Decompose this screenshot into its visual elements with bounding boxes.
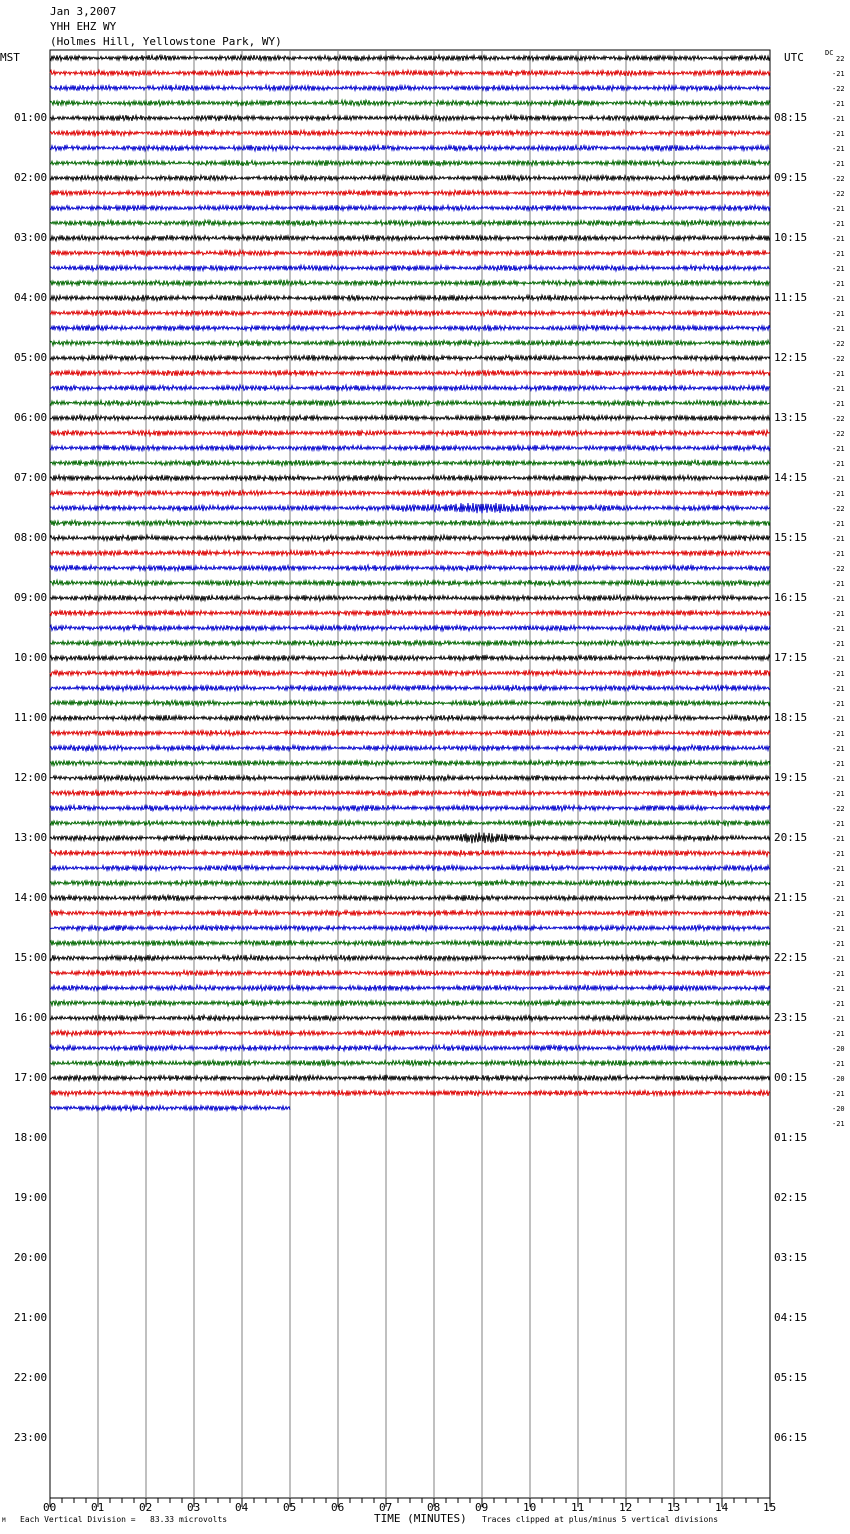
trace-53: [50, 850, 770, 856]
left-hour-label: 22:00: [14, 1371, 48, 1384]
trace-29: [50, 490, 770, 496]
dc-offset-label: -21: [832, 775, 845, 783]
trace-44: [50, 715, 770, 721]
trace-33: [50, 550, 770, 556]
dc-offset-label: -21: [832, 520, 845, 528]
trace-13: [50, 250, 770, 256]
trace-22: [50, 385, 770, 391]
trace-8: [50, 175, 770, 181]
dc-offset-label: -21: [832, 610, 845, 618]
trace-0: [50, 55, 770, 61]
dc-offset-label: -21: [832, 595, 845, 603]
clip-note: Traces clipped at plus/minus 5 vertical divisions: [482, 1515, 719, 1524]
trace-18: [50, 325, 770, 331]
trace-49: [50, 790, 770, 796]
trace-39: [50, 640, 770, 646]
trace-6: [50, 145, 770, 151]
right-hour-label: 14:15: [774, 471, 808, 484]
left-hour-label: 01:00: [14, 111, 48, 124]
dc-offset-label: 22: [836, 55, 845, 63]
left-axis-title: MST: [0, 51, 20, 64]
trace-46: [50, 745, 770, 751]
trace-21: [50, 370, 770, 376]
trace-37: [50, 610, 770, 616]
x-axis-label: TIME (MINUTES): [374, 1512, 467, 1525]
x-tick-label: 00: [43, 1501, 57, 1514]
x-tick-label: 08: [427, 1501, 441, 1514]
dc-offset-label: -21: [832, 955, 845, 963]
trace-10: [50, 205, 770, 211]
dc-offset-label: -21: [832, 1000, 845, 1008]
dc-offset-label: -21: [832, 295, 845, 303]
corner-mark: M: [2, 1517, 6, 1524]
trace-59: [50, 940, 770, 946]
trace-62: [50, 985, 770, 991]
left-hour-label: 16:00: [14, 1011, 48, 1024]
dc-offset-label: -22: [832, 340, 845, 348]
dc-offset-label: -21: [832, 700, 845, 708]
trace-2: [50, 85, 770, 91]
right-hour-label: 06:15: [774, 1431, 808, 1444]
dc-offset-label: -21: [832, 790, 845, 798]
right-hour-label: 18:15: [774, 711, 808, 724]
dc-offset-label: -21: [832, 205, 845, 213]
dc-offset-label: -22: [832, 505, 845, 513]
dc-offset-label: -21: [832, 535, 845, 543]
right-hour-label: 08:15: [774, 111, 808, 124]
trace-14: [50, 265, 770, 271]
left-hour-label: 10:00: [14, 651, 48, 664]
trace-58: [50, 925, 770, 931]
trace-38: [50, 625, 770, 631]
x-tick-label: 03: [187, 1501, 201, 1514]
dc-offset-label: -22: [832, 805, 845, 813]
trace-68: [50, 1075, 770, 1081]
left-hour-label: 07:00: [14, 471, 48, 484]
x-tick-label: 13: [667, 1501, 681, 1514]
trace-11: [50, 220, 770, 226]
dc-offset-label: -21: [832, 985, 845, 993]
dc-offset-label: -21: [832, 760, 845, 768]
dc-offset-label: -21: [832, 400, 845, 408]
left-hour-label: 11:00: [14, 711, 48, 724]
left-hour-label: 08:00: [14, 531, 48, 544]
left-hour-label: 02:00: [14, 171, 48, 184]
dc-offset-label: -21: [832, 880, 845, 888]
dc-offset-label: -21: [832, 895, 845, 903]
dc-offset-label: -21: [832, 280, 845, 288]
trace-17: [50, 310, 770, 316]
trace-23: [50, 400, 770, 406]
trace-61: [50, 970, 770, 976]
dc-offset-label: -21: [832, 925, 845, 933]
trace-26: [50, 445, 770, 451]
right-hour-label: 03:15: [774, 1251, 808, 1264]
trace-42: [50, 685, 770, 691]
trace-19: [50, 340, 770, 346]
right-hour-label: 19:15: [774, 771, 808, 784]
right-hour-label: 12:15: [774, 351, 808, 364]
right-hour-label: 20:15: [774, 831, 808, 844]
trace-51: [50, 820, 770, 826]
left-hour-label: 20:00: [14, 1251, 48, 1264]
dc-offset-label: -21: [832, 550, 845, 558]
right-axis-title: UTC: [784, 51, 804, 64]
dc-offset-label: -21: [832, 385, 845, 393]
right-hour-label: 11:15: [774, 291, 808, 304]
trace-31: [50, 520, 770, 526]
dc-offset-label: -21: [832, 820, 845, 828]
dc-offset-label: -21: [832, 265, 845, 273]
right-hour-label: 21:15: [774, 891, 808, 904]
dc-offset-label: -20: [832, 1045, 845, 1053]
trace-47: [50, 760, 770, 766]
trace-60: [50, 955, 770, 961]
dc-offset-label: -21: [832, 910, 845, 918]
right-hour-label: 22:15: [774, 951, 808, 964]
dc-offset-label: -21: [832, 235, 845, 243]
x-tick-label: 12: [619, 1501, 633, 1514]
left-hour-label: 14:00: [14, 891, 48, 904]
trace-27: [50, 460, 770, 466]
left-hour-label: 06:00: [14, 411, 48, 424]
dc-offset-label: -21: [832, 460, 845, 468]
trace-67: [50, 1060, 770, 1066]
right-hour-label: 04:15: [774, 1311, 808, 1324]
right-hour-label: 16:15: [774, 591, 808, 604]
trace-32: [50, 535, 770, 541]
trace-52: [50, 832, 770, 843]
right-hour-label: 01:15: [774, 1131, 808, 1144]
dc-offset-label: -21: [832, 1015, 845, 1023]
dc-offset-label: -21: [832, 715, 845, 723]
dc-offset-label: -21: [832, 220, 845, 228]
dc-title: DC: [825, 49, 834, 57]
trace-70: [50, 1105, 290, 1111]
trace-63: [50, 1000, 770, 1006]
dc-offset-label: -21: [832, 160, 845, 168]
left-hour-label: 05:00: [14, 351, 48, 364]
left-hour-label: 15:00: [14, 951, 48, 964]
x-tick-label: 02: [139, 1501, 153, 1514]
trace-28: [50, 475, 770, 481]
right-hour-label: 10:15: [774, 231, 808, 244]
trace-66: [50, 1045, 770, 1051]
left-hour-label: 03:00: [14, 231, 48, 244]
trace-1: [50, 70, 770, 76]
trace-24: [50, 415, 770, 421]
dc-offset-label: -22: [832, 415, 845, 423]
left-hour-label: 19:00: [14, 1191, 48, 1204]
trace-69: [50, 1090, 770, 1096]
dc-offset-label: -22: [832, 565, 845, 573]
left-hour-label: 23:00: [14, 1431, 48, 1444]
x-tick-label: 15: [763, 1501, 777, 1514]
dc-offset-label: -21: [832, 490, 845, 498]
trace-64: [50, 1015, 770, 1021]
trace-43: [50, 700, 770, 706]
x-tick-label: 06: [331, 1501, 345, 1514]
trace-57: [50, 910, 770, 916]
dc-offset-label: -21: [832, 970, 845, 978]
dc-offset-label: -21: [832, 940, 845, 948]
trace-54: [50, 865, 770, 871]
dc-offset-label: -21: [832, 580, 845, 588]
trace-41: [50, 670, 770, 676]
right-hour-label: 17:15: [774, 651, 808, 664]
dc-offset-label: -21: [832, 250, 845, 258]
trace-45: [50, 730, 770, 736]
dc-offset-label: -22: [832, 85, 845, 93]
station-label: YHH EHZ WY: [50, 20, 117, 33]
left-hour-label: 09:00: [14, 591, 48, 604]
dc-offset-label: -21: [832, 115, 845, 123]
dc-offset-label: -20: [832, 1105, 845, 1113]
dc-offset-label: -21: [832, 100, 845, 108]
trace-36: [50, 595, 770, 601]
trace-3: [50, 100, 770, 106]
dc-offset-label: -21: [832, 310, 845, 318]
left-hour-label: 13:00: [14, 831, 48, 844]
right-hour-label: 09:15: [774, 171, 808, 184]
trace-9: [50, 190, 770, 196]
dc-offset-label: -21: [832, 865, 845, 873]
left-hour-label: 18:00: [14, 1131, 48, 1144]
x-tick-label: 07: [379, 1501, 393, 1514]
trace-35: [50, 580, 770, 586]
dc-offset-label: -21: [832, 835, 845, 843]
trace-30: [50, 503, 770, 513]
x-tick-label: 10: [523, 1501, 537, 1514]
right-hour-label: 05:15: [774, 1371, 808, 1384]
trace-16: [50, 295, 770, 301]
trace-15: [50, 280, 770, 286]
dc-offset-label: -21: [832, 325, 845, 333]
trace-55: [50, 880, 770, 886]
left-hour-label: 04:00: [14, 291, 48, 304]
right-hour-label: 00:15: [774, 1071, 808, 1084]
trace-12: [50, 235, 770, 241]
dc-offset-label: -21: [832, 655, 845, 663]
dc-offset-label: -22: [832, 430, 845, 438]
trace-5: [50, 130, 770, 136]
dc-offset-label: -21: [832, 640, 845, 648]
dc-offset-label: -21: [832, 685, 845, 693]
x-tick-label: 14: [715, 1501, 729, 1514]
trace-25: [50, 430, 770, 436]
dc-offset-label: -21: [832, 445, 845, 453]
trace-4: [50, 115, 770, 121]
dc-offset-label: -20: [832, 1075, 845, 1083]
dc-offset-label: -21: [832, 130, 845, 138]
right-hour-label: 23:15: [774, 1011, 808, 1024]
trace-7: [50, 160, 770, 166]
date-label: Jan 3,2007: [50, 5, 117, 18]
dc-offset-label: -22: [832, 355, 845, 363]
dc-offset-label: -21: [832, 475, 845, 483]
x-tick-label: 05: [283, 1501, 297, 1514]
dc-offset-label: -21: [832, 745, 845, 753]
left-hour-label: 17:00: [14, 1071, 48, 1084]
dc-offset-label: -21: [832, 1030, 845, 1038]
left-hour-label: 12:00: [14, 771, 48, 784]
dc-offset-label: -22: [832, 175, 845, 183]
right-hour-label: 13:15: [774, 411, 808, 424]
trace-56: [50, 895, 770, 901]
right-hour-label: 15:15: [774, 531, 808, 544]
dc-offset-label: -21: [832, 70, 845, 78]
x-tick-label: 04: [235, 1501, 249, 1514]
scale-note: Each Vertical Division = 83.33 microvolts: [20, 1515, 228, 1524]
trace-34: [50, 565, 770, 571]
dc-offset-label: -21: [832, 1120, 845, 1128]
dc-offset-label: -21: [832, 625, 845, 633]
dc-offset-label: -22: [832, 190, 845, 198]
dc-offset-label: -21: [832, 370, 845, 378]
trace-20: [50, 355, 770, 361]
trace-40: [50, 655, 770, 661]
trace-48: [50, 775, 770, 781]
left-hour-label: 21:00: [14, 1311, 48, 1324]
dc-offset-label: -21: [832, 145, 845, 153]
x-tick-label: 11: [571, 1501, 585, 1514]
dc-offset-label: -21: [832, 1090, 845, 1098]
trace-50: [50, 805, 770, 811]
right-hour-label: 02:15: [774, 1191, 808, 1204]
dc-offset-label: -21: [832, 730, 845, 738]
x-tick-label: 01: [91, 1501, 105, 1514]
dc-offset-label: -21: [832, 850, 845, 858]
location-label: (Holmes Hill, Yellowstone Park, WY): [50, 35, 282, 48]
x-tick-label: 09: [475, 1501, 489, 1514]
dc-offset-label: -21: [832, 1060, 845, 1068]
trace-65: [50, 1030, 770, 1036]
dc-offset-label: -21: [832, 670, 845, 678]
